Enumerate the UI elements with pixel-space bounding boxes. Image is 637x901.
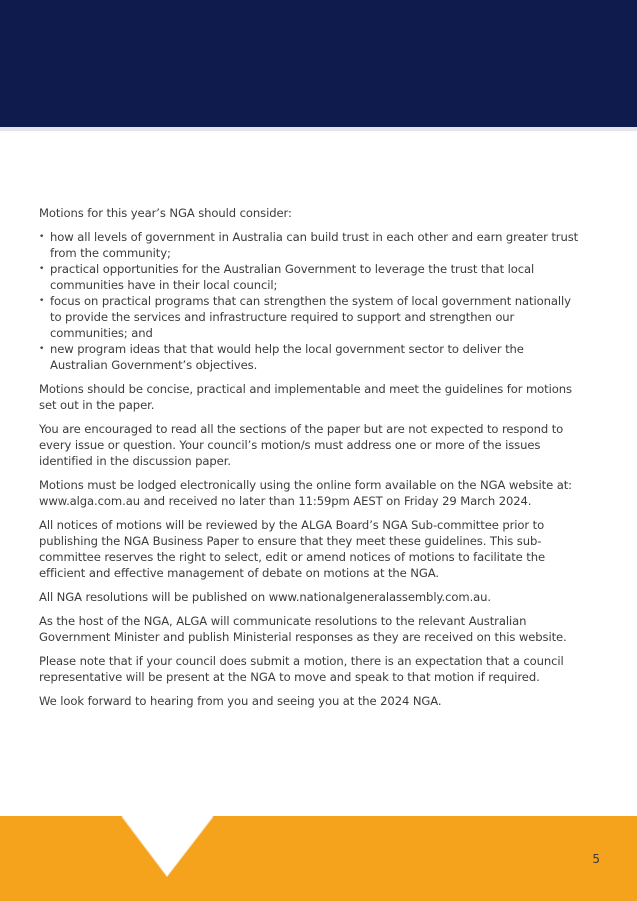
paragraph-host: As the host of the NGA, ALGA will communicate resolutions to the relevant Australian Government Minister and publish Ministerial responses as they are received on this website.	[39, 614, 567, 644]
document-body	[39, 205, 584, 717]
paragraph-concise: Motions should be concise, practical and implementable and meet the guidelines for motions set out in the paper.	[39, 382, 572, 412]
paragraph-closing: We look forward to hearing from you and seeing you at the 2024 NGA.	[39, 694, 442, 708]
paragraph-encouraged: You are encouraged to read all the sections of the paper but are not expected to respond to every issue or question. Your council’s motion/s must address one or more of the issues identified in the discussion paper.	[39, 422, 564, 468]
page-number: 5	[592, 852, 600, 866]
list-item: • practical opportunities for the Australian Government to leverage the trust that local communities have in their local council;	[39, 261, 584, 293]
paragraph-resolutions: All NGA resolutions will be published on www.nationalgeneralassembly.com.au.	[39, 590, 492, 604]
intro-text: Motions for this year’s NGA should consider:	[39, 206, 292, 220]
list-item: • new program ideas that that would help the local government sector to deliver the Australian Government’s objectives.	[39, 341, 584, 373]
header-divider	[0, 127, 637, 131]
considerations-list	[39, 229, 584, 373]
list-item: • how all levels of government in Australia can build trust in each other and earn greater trust from the community;	[39, 229, 584, 261]
paragraph-lodgement: Motions must be lodged electronically using the online form available on the NGA website at: www.alga.com.au and received no later than 11:59pm AEST on Friday 29 March 2024.	[39, 478, 572, 508]
list-item: • focus on practical programs that can strengthen the system of local government nationally to provide the services and infrastructure required to support and strengthen our communities; and	[39, 293, 584, 341]
paragraph-review: All notices of motions will be reviewed by the ALGA Board’s NGA Sub-committee prior to publishing the NGA Business Paper to ensure that they meet these guidelines. This sub-committee reserves the right to select, edit or amend notices of motions to facilitate the efficient and effective management of debate on motions at the NGA.	[39, 518, 546, 580]
footer-chevron-shape	[0, 816, 637, 901]
paragraph-attendance: Please note that if your council does submit a motion, there is an expectation that a council representative will be present at the NGA to move and speak to that motion if required.	[39, 654, 564, 684]
header-band	[0, 0, 637, 127]
footer-band	[0, 816, 637, 901]
